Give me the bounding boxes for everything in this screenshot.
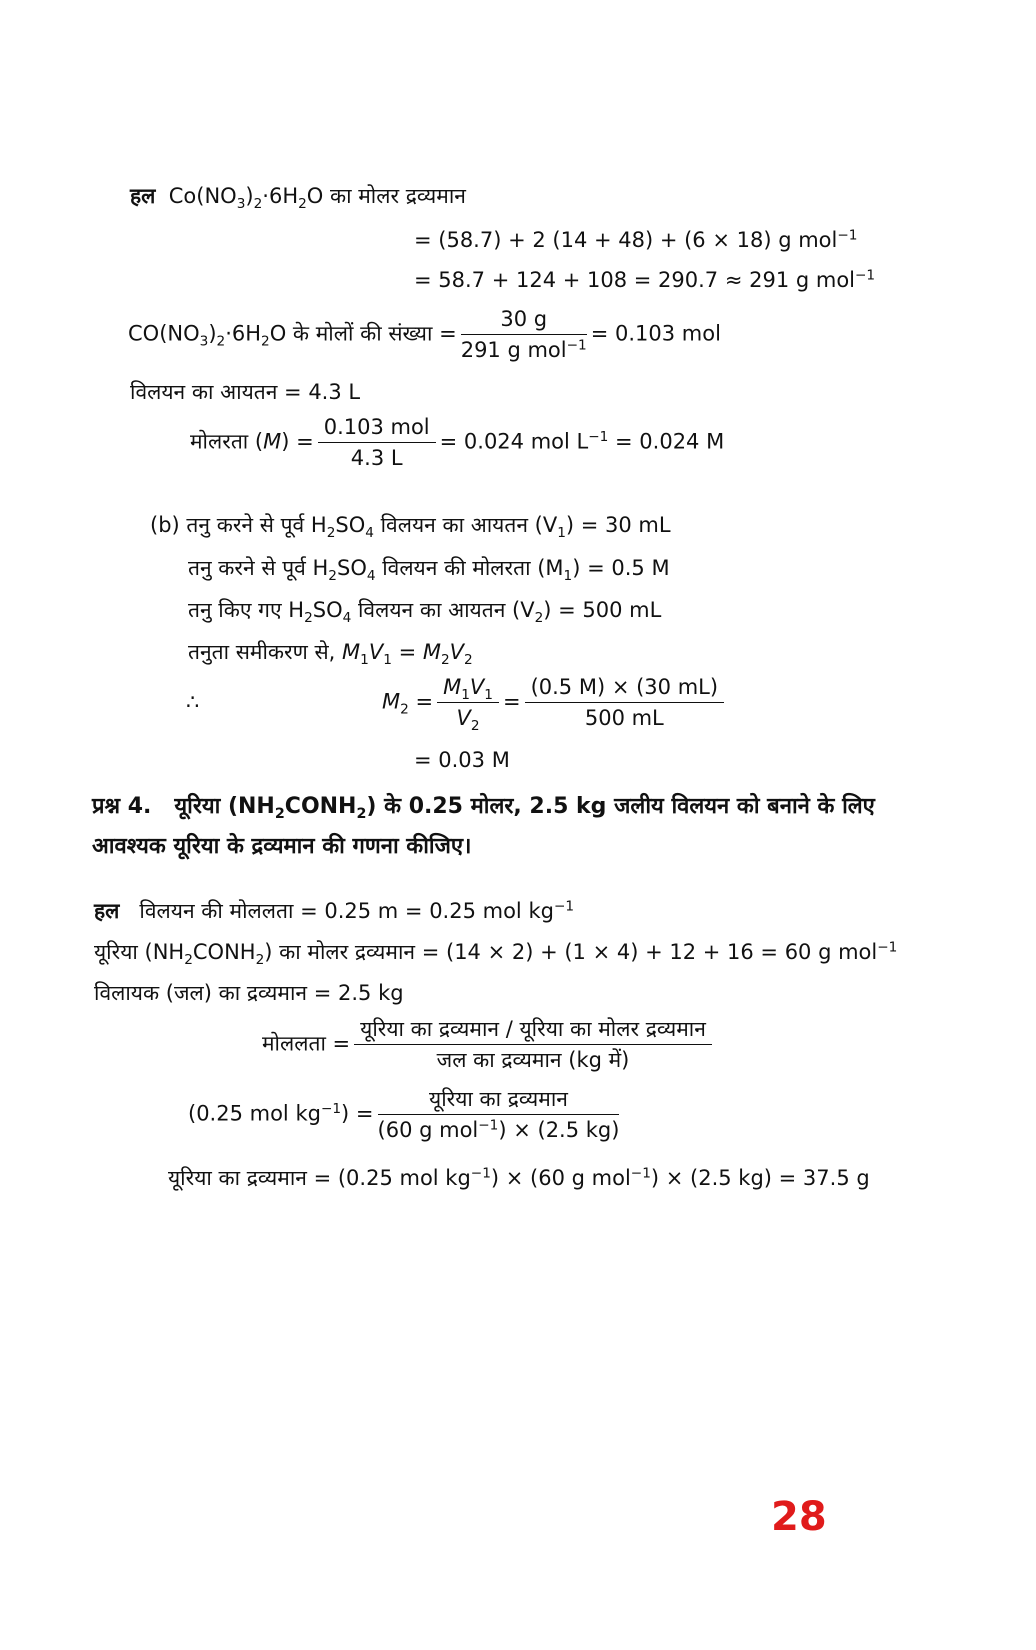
- fraction: $\frac{\text{0.103 mol}}{4.3 L}$: [318, 414, 436, 471]
- page-number: 28: [771, 1494, 827, 1540]
- m2-equation: $M_2$ = $\frac{M_1V_1}{V_2}$ = $\frac{(0.5 M) \times (30 mL)}{500 mL}$: [382, 674, 728, 731]
- molality-substitution: (0.25 mol $kg^{-1}$) = $\frac{\text{यूरिया का द्रव्यमान}}{(60 g mol^{-1}) \times (2.5 kg)}$: [188, 1087, 620, 1142]
- hal-label: हल: [130, 184, 156, 208]
- urea-molar-mass: यूरिया $(NH_2CONH_2)$ का मोलर द्रव्यमान = (14 × 2) + (1 × 4) + 12 + 16 = 60 g mol$^{-1}$: [94, 939, 898, 968]
- solution-4-header: हल विलयन की मोललता = 0.25 m = 0.25 mol $kg^{-1}$: [94, 898, 575, 923]
- molarity-equation: मोलरता (M) = $\frac{\text{0.103 mol}}{4.3 L}$ = 0.024 mol $L^{-1} = 0.024$ M: [190, 415, 725, 470]
- question-4-line-2: आवश्यक यूरिया के द्रव्यमान की गणना कीजिए।: [92, 834, 472, 859]
- part-b-line-2: तनु करने से पूर्व $H_2SO_4$ विलयन की मोलरता $(M_1) = 0.5$ M: [188, 556, 670, 584]
- moles-equation: $CO(NO_3)_2\cdot 6H_2O$ के मोलों की संख्या = $\frac{30 g}{291 g mol^{-1}}$ = 0.103 mol: [128, 307, 721, 362]
- dilution-equation: तनुता समीकरण से, $M_1V_1 = M_2V_2$: [188, 640, 473, 668]
- calc-line: = (58.7) + 2 (14 + 48) + (6 × 18) g mol$^{-1}$: [414, 227, 858, 252]
- m2-result: = 0.03 M: [414, 748, 510, 772]
- calc-line: = 58.7 + 124 + 108 = 290.7 ≈ 291 g mol$^{-1}$: [414, 267, 876, 292]
- therefore-symbol: ∴: [186, 690, 200, 714]
- question-4-line-1: प्रश्न 4. यूरिया $(NH_2CONH_2)$ के 0.25 मोलर, 2.5 kg जलीय विलयन को बनाने के लिए: [92, 794, 875, 822]
- volume-line: विलयन का आयतन = 4.3 L: [130, 380, 361, 404]
- part-b-line-1: (b) तनु करने से पूर्व $H_2SO_4$ विलयन का आयतन $(V_1) = 30$ mL: [150, 513, 671, 541]
- molality-formula: मोललता = $\frac{\text{यूरिया का द्रव्यमान / यूरिया का मोलर द्रव्यमान}}{\text{जल का द्रव्यमान (kg में)}}$: [262, 1016, 716, 1073]
- solution-1-header: हल $Co(NO_3)_2\cdot 6H_2O$ का मोलर द्रव्यमान: [130, 184, 466, 212]
- fraction: $\frac{30 g}{291 g mol^{-1}}$: [460, 307, 587, 362]
- final-answer: यूरिया का द्रव्यमान = (0.25 mol $kg^{-1}) \times (60$ g mol$^{-1}$) × (2.5 kg) = 37.5 g: [168, 1165, 870, 1190]
- fraction: $\frac{M_1V_1}{V_2}$: [437, 674, 499, 731]
- fraction: $\frac{\text{यूरिया का द्रव्यमान / यूरिया का मोलर द्रव्यमान}}{\text{जल का द्रव्यमान (kg में)}}$: [354, 1016, 712, 1073]
- fraction: $\frac{(0.5 M) \times (30 mL)}{500 mL}$: [525, 674, 724, 731]
- fraction: $\frac{\text{यूरिया का द्रव्यमान}}{(60 g mol^{-1}) \times (2.5 kg)}$: [377, 1087, 620, 1142]
- hal-label: हल: [94, 899, 120, 923]
- solvent-mass: विलायक (जल) का द्रव्यमान = 2.5 kg: [94, 981, 404, 1005]
- part-b-line-3: तनु किए गए $H_2SO_4$ विलयन का आयतन $(V_2) = 500$ mL: [188, 598, 662, 626]
